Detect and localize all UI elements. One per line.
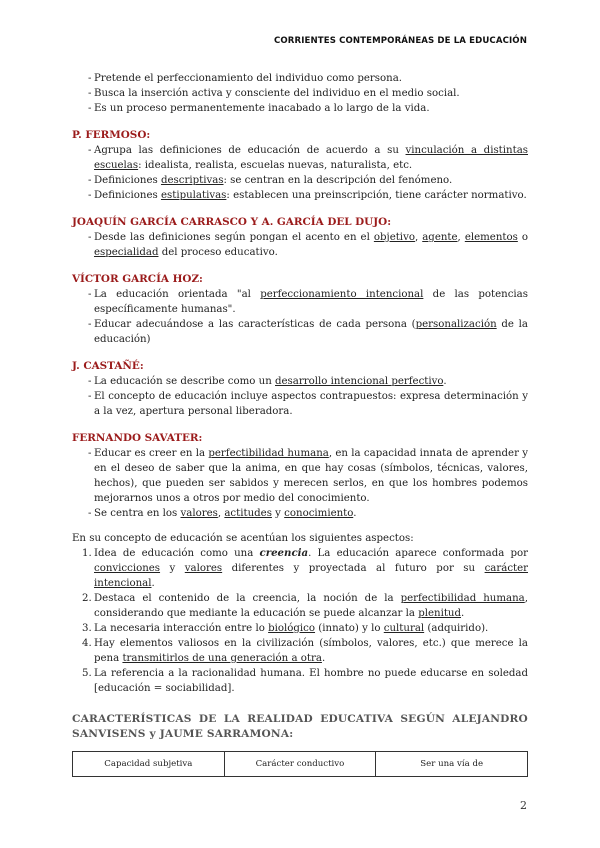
page-content <box>72 71 528 777</box>
list-item: - Agrupa las definiciones de educación de acuerdo a su vinculación a distintas escuelas: idealista, realista, escuelas nuevas, naturalista, etc. <box>72 143 528 173</box>
list-item: - La educación se describe como un desarrollo intencional perfectivo. <box>72 374 528 389</box>
aspects-intro: En su concepto de educación se acentúan los siguientes aspectos: <box>72 533 414 544</box>
list-item: - Busca la inserción activa y consciente del individuo en el medio social. <box>72 86 528 101</box>
table-cell: Ser una vía de <box>376 752 528 777</box>
page-number: 2 <box>520 799 527 812</box>
list-item: - Definiciones estipulativas: establecen una preinscripción, tiene carácter normativo. <box>72 188 528 203</box>
list-item: - Desde las definiciones según pongan el acento en el objetivo, agente, elementos o especialidad del proceso educativo. <box>72 230 528 260</box>
list-item: 5. La referencia a la racionalidad humana. El hombre no puede educarse en soledad [educación = sociabilidad]. <box>82 668 528 694</box>
list-item: - Educar es creer en la perfectibilidad humana, en la capacidad innata de aprender y en el deseo de saber que la anima, en que hay cosas (símbolos, técnicas, valores, hechos), que pueden ser sabidos y merecen serlos, en que los hombres podemos mejorarnos unos a otros por medio del conocimiento. <box>72 446 528 506</box>
section-heading-garcia-carrasco: JOAQUÍN GARCÍA CARRASCO Y A. GARCÍA DEL DUJO: <box>72 216 392 228</box>
running-header: CORRIENTES CONTEMPORÁNEAS DE LA EDUCACIÓN <box>273 36 527 46</box>
list-item: 2. Destaca el contenido de la creencia, la noción de la perfectibilidad humana, considerando que mediante la educación se puede alcanzar la plenitud. <box>82 593 528 619</box>
list-item: - Definiciones descriptivas: se centran en la descripción del fenómeno. <box>72 173 528 188</box>
list-item: - La educación orientada "al perfeccionamiento intencional de las potencias específicamente humanas". <box>72 287 528 317</box>
savater-list <box>72 446 528 521</box>
section-heading-fermoso: P. FERMOSO: <box>72 129 151 141</box>
table-cell: Capacidad subjetiva <box>73 752 225 777</box>
list-item: - Pretende el perfeccionamiento del individuo como persona. <box>72 71 528 86</box>
table-row <box>73 752 528 777</box>
list-item: - Educar adecuándose a las características de cada persona (personalización de la educación) <box>72 317 528 347</box>
fermoso-list <box>72 143 528 203</box>
list-item: - Es un proceso permanentemente inacabado a lo largo de la vida. <box>72 101 528 116</box>
section-heading-savater: FERNANDO SAVATER: <box>72 432 203 444</box>
list-item: - El concepto de educación incluye aspectos contrapuestos: expresa determinación y a la vez, apertura personal liberadora. <box>72 389 528 419</box>
intro-list <box>72 71 528 116</box>
characteristics-table <box>72 751 528 777</box>
list-item: - Se centra en los valores, actitudes y conocimiento. <box>72 506 528 521</box>
garcia-hoz-list <box>72 287 528 347</box>
list-item: 4. Hay elementos valiosos en la civilización (símbolos, valores, etc.) que merece la pena transmitirlos de una generación a otra. <box>82 638 528 664</box>
list-item: 1. Idea de educación como una creencia. La educación aparece conformada por convicciones y valores diferentes y proyectada al futuro por su carácter intencional. <box>82 547 529 589</box>
list-item: 3. La necesaria interacción entre lo biológico (innato) y lo cultural (adquirido). <box>82 623 489 634</box>
castane-list <box>72 374 528 419</box>
characteristics-heading: CARACTERÍSTICAS DE LA REALIDAD EDUCATIVA SEGÚN ALEJANDRO SANVISENS y JAUME SARRAMONA: <box>72 713 528 740</box>
section-heading-castane: J. CASTAÑÉ: <box>72 360 144 372</box>
garcia-carrasco-list <box>72 230 528 260</box>
table-cell: Carácter conductivo <box>224 752 376 777</box>
section-heading-garcia-hoz: VÍCTOR GARCÍA HOZ: <box>72 273 203 285</box>
aspects-list <box>72 546 528 696</box>
